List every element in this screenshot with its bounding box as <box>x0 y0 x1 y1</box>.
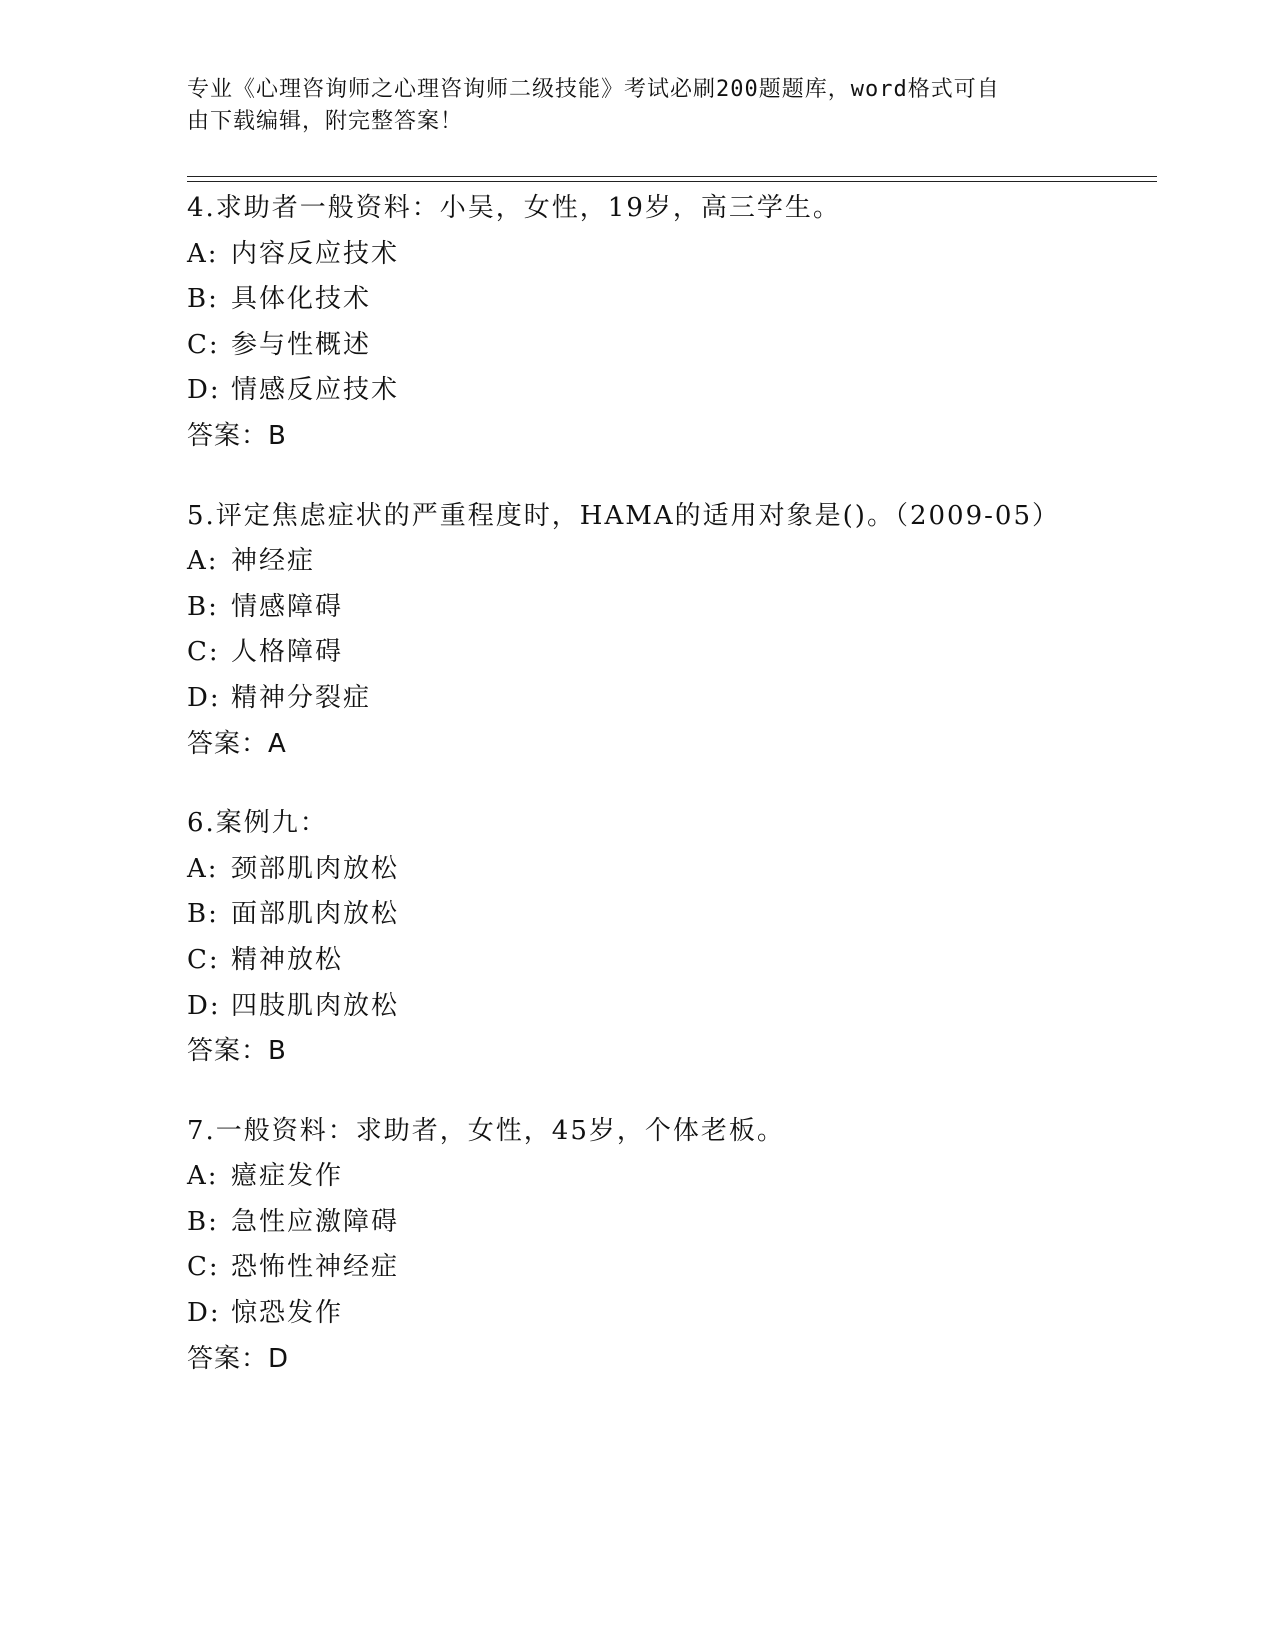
option-c <box>187 630 1157 676</box>
option-letter: D: <box>187 682 221 713</box>
option-letter: B: <box>187 899 219 930</box>
option-d <box>187 368 1157 414</box>
answer-line: 答案：A <box>187 728 287 759</box>
option-letter: B: <box>187 1206 219 1237</box>
option-letter: B: <box>187 591 219 622</box>
option-c <box>187 323 1157 369</box>
header-divider-bottom <box>187 181 1157 182</box>
question-stem: 4.求助者一般资料：小吴，女性，19岁，高三学生。 <box>187 193 841 223</box>
document-header <box>187 74 1087 138</box>
option-text: 情感反应技术 <box>231 375 400 406</box>
option-c <box>187 938 1157 984</box>
option-text: 精神放松 <box>231 944 344 975</box>
option-text: 惊恐发作 <box>231 1298 344 1329</box>
option-text: 精神分裂症 <box>231 682 372 713</box>
header-line-1: 专业《心理咨询师之心理咨询师二级技能》考试必刷200题题库，word格式可自 <box>187 77 1000 102</box>
question-stem: 6.案例九： <box>187 808 328 839</box>
option-b <box>187 892 1157 938</box>
option-letter: C: <box>187 329 220 360</box>
question-4 <box>187 186 1157 460</box>
option-letter: B: <box>187 284 219 315</box>
option-letter: C: <box>187 1252 220 1283</box>
option-text: 人格障碍 <box>231 637 344 668</box>
option-text: 参与性概述 <box>231 329 372 360</box>
question-7 <box>187 1109 1157 1383</box>
option-letter: D: <box>187 990 221 1021</box>
option-text: 神经症 <box>231 546 316 577</box>
option-a <box>187 847 1157 893</box>
option-text: 面部肌肉放松 <box>231 899 400 930</box>
option-b <box>187 1200 1157 1246</box>
option-b <box>187 277 1157 323</box>
option-text: 情感障碍 <box>231 591 344 622</box>
option-letter: A: <box>187 1161 219 1192</box>
option-text: 恐怖性神经症 <box>231 1252 400 1283</box>
option-c <box>187 1245 1157 1291</box>
option-text: 癔症发作 <box>231 1161 344 1192</box>
option-d <box>187 984 1157 1030</box>
option-letter: A: <box>187 546 219 577</box>
option-text: 急性应激障碍 <box>231 1206 400 1237</box>
answer-line: 答案：B <box>187 1036 287 1067</box>
question-5 <box>187 494 1157 768</box>
option-text: 四肢肌肉放松 <box>231 990 400 1021</box>
answer-line: 答案：D <box>187 1343 290 1374</box>
question-6 <box>187 801 1157 1075</box>
option-a <box>187 1154 1157 1200</box>
option-a <box>187 539 1157 585</box>
option-text: 颈部肌肉放松 <box>231 853 400 884</box>
option-b <box>187 585 1157 631</box>
option-d <box>187 1291 1157 1337</box>
option-letter: D: <box>187 375 221 406</box>
option-letter: C: <box>187 944 220 975</box>
option-letter: C: <box>187 637 220 668</box>
question-list <box>187 186 1157 1416</box>
option-letter: D: <box>187 1298 221 1329</box>
question-stem: 5.评定焦虑症状的严重程度时，HAMA的适用对象是()。（2009-05） <box>187 500 1060 531</box>
option-letter: A: <box>187 238 219 269</box>
header-divider-top <box>187 176 1157 177</box>
option-a <box>187 232 1157 278</box>
option-text: 内容反应技术 <box>231 238 400 269</box>
option-text: 具体化技术 <box>231 284 372 315</box>
answer-line: 答案：B <box>187 420 287 451</box>
option-letter: A: <box>187 853 219 884</box>
question-stem: 7.一般资料：求助者，女性，45岁，个体老板。 <box>187 1115 785 1146</box>
header-line-2: 由下载编辑，附完整答案！ <box>187 109 464 134</box>
option-d <box>187 676 1157 722</box>
